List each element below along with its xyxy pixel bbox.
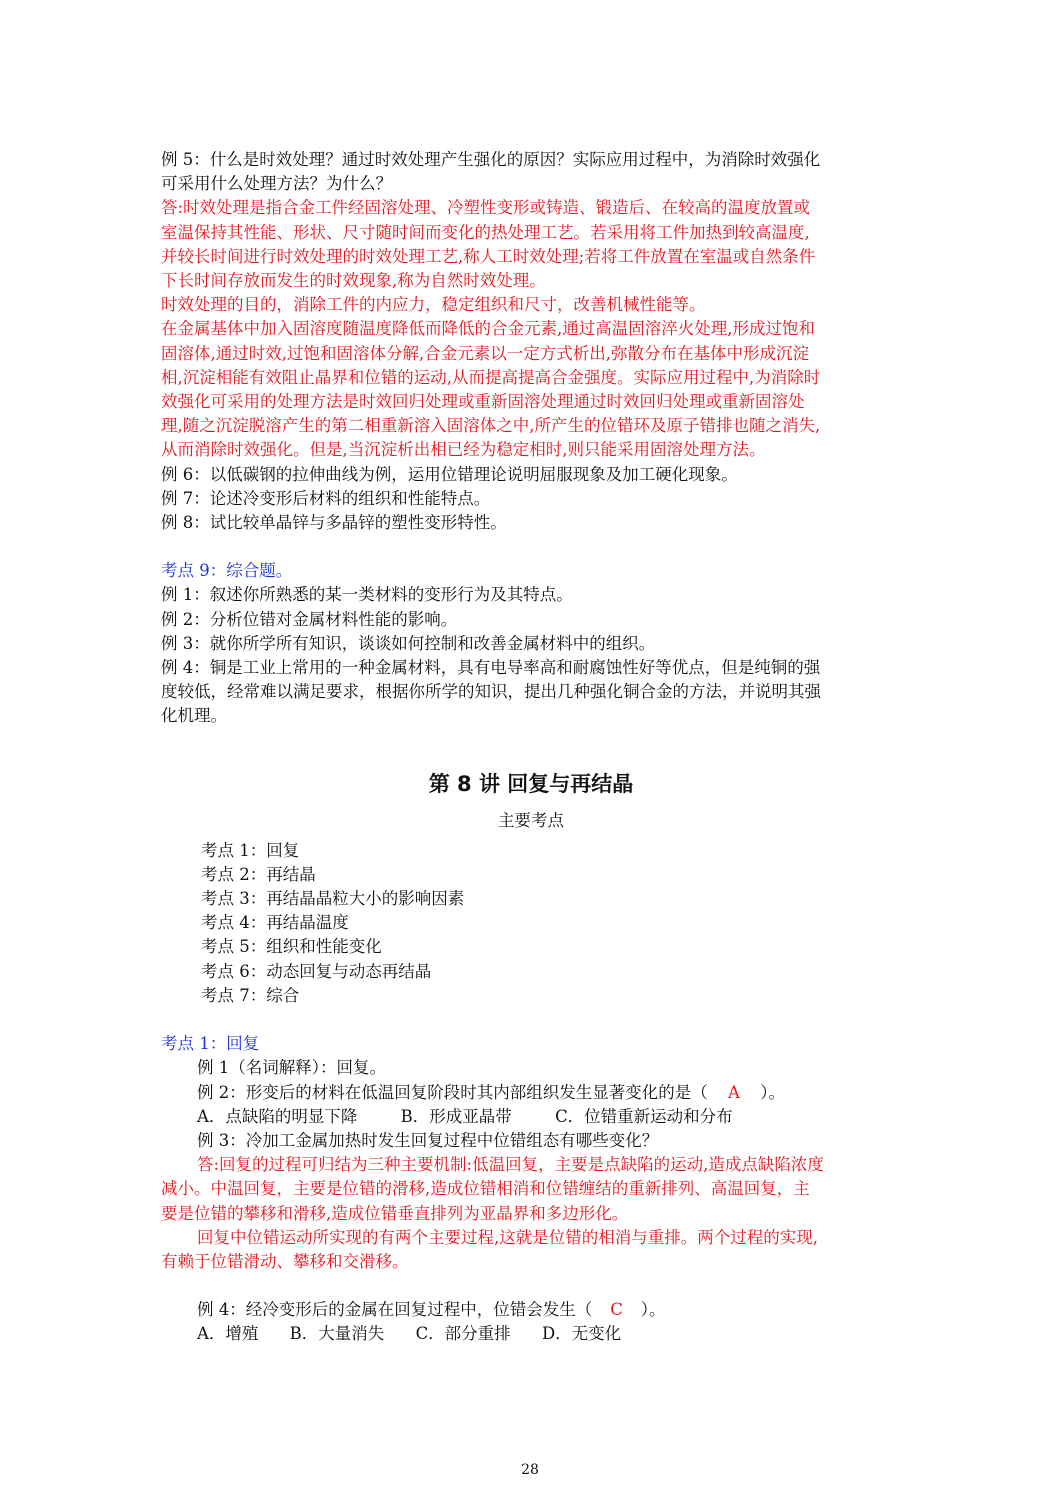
answer-line: 下长时间存放而发生的时效现象,称为自然时效处理。: [161, 271, 546, 291]
answer-line: 要是位错的攀移和滑移,造成位错垂直排列为亚晶界和多边形化。: [161, 1203, 629, 1223]
answer-line: 答:时效处理是指合金工件经固溶处理、冷塑性变形或铸造、锻造后、在较高的温度放置或: [161, 198, 811, 218]
answer-line: 从而消除时效强化。但是,当沉淀析出相已经为稳定相时,则只能采用固溶处理方法。: [161, 440, 766, 460]
example-line: 例 6：以低碳钢的拉伸曲线为例，运用位错理论说明屈服现象及加工硬化现象。: [161, 464, 738, 484]
answer-line: 减小。中温回复，主要是位错的滑移,造成位错相消和位错缠结的重新排列、高温回复，主: [161, 1179, 810, 1199]
option: A．点缺陷的明显下降: [197, 1106, 358, 1126]
answer-mark: C: [610, 1300, 623, 1320]
key-point-item: 考点 1：回复: [201, 840, 300, 860]
answer-line: 有赖于位错滑动、攀移和交滑移。: [161, 1251, 409, 1271]
example-line: 例 3：就你所学所有知识，谈谈如何控制和改善金属材料中的组织。: [161, 633, 656, 653]
example-5-line: 例 5：什么是时效处理？通过时效处理产生强化的原因？实际应用过程中，为消除时效强化: [161, 150, 821, 169]
key-point-item: 考点 7：综合: [201, 985, 300, 1005]
section-heading: 考点 1：回复: [161, 1034, 260, 1054]
key-point-item: 考点 5：组织和性能变化: [201, 937, 382, 957]
kaodian-9-section: [161, 559, 901, 728]
kaodian-1-section: [161, 1032, 901, 1346]
key-points-list: [161, 839, 901, 1008]
example-line: 例 1（名词解释）：回复。: [197, 1058, 386, 1078]
page-content: [161, 148, 901, 1347]
answer-line: 答:回复的过程可归结为三种主要机制:低温回复，主要是点缺陷的运动,造成点缺陷浓度: [197, 1155, 824, 1175]
chapter-title: 第 8 讲 回复与再结晶: [428, 771, 634, 796]
examples-6-8: [161, 463, 901, 536]
example-line: 例 3：冷加工金属加热时发生回复过程中位错组态有哪些变化？: [197, 1130, 659, 1150]
question-text: 例 4：经冷变形后的金属在回复过程中，位错会发生（: [197, 1300, 593, 1320]
spacer: [161, 1274, 901, 1298]
example-line: 例 4：铜是工业上常用的一种金属材料，具有电导率高和耐腐蚀性好等优点，但是纯铜的强: [161, 658, 821, 678]
question-text: ）。: [760, 1082, 785, 1102]
answer-line: 并较长时间进行时效处理的时效处理工艺,称人工时效处理;若将工件放置在室温或自然条件: [161, 246, 816, 266]
option: D．无变化: [541, 1324, 622, 1344]
option: C．部分重排: [415, 1324, 511, 1344]
option: B．形成亚晶带: [400, 1106, 512, 1126]
key-point-item: 考点 2：再结晶: [201, 864, 316, 884]
answer-line: 回复中位错运动所实现的有两个主要过程,这就是位错的相消与重排。两个过程的实现,: [197, 1227, 818, 1247]
example-line: 例 2：分析位错对金属材料性能的影响。: [161, 609, 458, 629]
answer-line: 相,沉淀相能有效阻止晶界和位错的运动,从而提高提高合金强度。实际应用过程中,为消除时: [161, 367, 821, 387]
example-line: 度较低，经常难以满足要求，根据你所学的知识，提出几种强化铜合金的方法，并说明其强: [161, 682, 821, 702]
example-line: 化机理。: [161, 706, 227, 726]
spacer: [161, 535, 901, 559]
example-line: 例 7：论述冷变形后材料的组织和性能特点。: [161, 488, 491, 508]
options-line: [161, 1105, 901, 1129]
question-text: ）。: [640, 1300, 666, 1320]
option: B．大量消失: [289, 1324, 385, 1344]
spacer: [161, 1008, 901, 1032]
answer-line: 理,随之沉淀脱溶产生的第二相重新溶入固溶体之中,所产生的位错环及原子错排也随之消失,: [161, 416, 821, 436]
chapter-subtitle: 主要考点: [498, 810, 564, 830]
answer-line: 室温保持其性能、形状、尺寸随时间而变化的热处理工艺。若采用将工件加热到较高温度,: [161, 222, 810, 242]
example-line: 例 1：叙述你所熟悉的某一类材料的变形行为及其特点。: [161, 585, 573, 605]
key-point-item: 考点 3：再结晶晶粒大小的影响因素: [201, 889, 465, 909]
example-5-line: 可采用什么处理方法？为什么？: [161, 174, 392, 194]
options-line: [161, 1322, 901, 1346]
question-text: 例 2：形变后的材料在低温回复阶段时其内部组织发生显著变化的是（: [197, 1082, 708, 1102]
page-number: 28: [521, 1462, 539, 1478]
key-point-item: 考点 4：再结晶温度: [201, 913, 349, 933]
example-5: [161, 148, 901, 463]
answer-line: 在金属基体中加入固溶度随温度降低而降低的合金元素,通过高温固溶淬火处理,形成过饱和: [161, 319, 815, 339]
option: A．增殖: [197, 1324, 259, 1344]
key-point-item: 考点 6：动态回复与动态再结晶: [201, 961, 432, 981]
example-4-line: [161, 1298, 901, 1322]
example-2-line: [161, 1081, 901, 1105]
option: C．位错重新运动和分布: [555, 1106, 733, 1126]
answer-mark: A: [728, 1082, 740, 1102]
answer-line: 固溶体,通过时效,过饱和固溶体分解,合金元素以一定方式析出,弥散分布在基体中形成沉淀: [161, 343, 809, 363]
example-line: 例 8：试比较单晶锌与多晶锌的塑性变形特性。: [161, 513, 507, 533]
section-heading: 考点 9：综合题。: [161, 561, 293, 581]
answer-line: 效强化可采用的处理方法是时效回归处理或重新固溶处理通过时效回归处理或重新固溶处: [161, 392, 805, 412]
answer-line: 时效处理的目的，消除工件的内应力，稳定组织和尺寸，改善机械性能等。: [161, 295, 706, 315]
